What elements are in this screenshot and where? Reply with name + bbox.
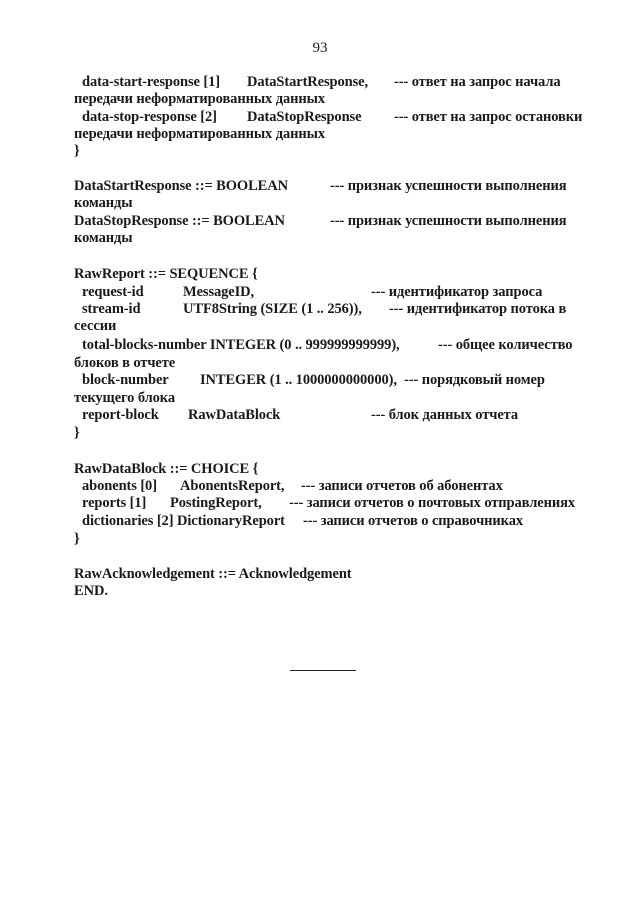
comment-text: --- порядковый номер [404, 372, 545, 388]
comment-text: --- блок данных отчета [371, 407, 518, 423]
line-text: END. [74, 583, 108, 599]
line-text: передачи неформатированных данных [74, 91, 325, 107]
line-text: block-number [82, 372, 169, 388]
line-text: передачи неформатированных данных [74, 126, 325, 142]
type-text: INTEGER (1 .. 1000000000000), [200, 372, 397, 388]
line-text: блоков в отчете [74, 355, 176, 371]
line-text: abonents [0] [82, 478, 157, 494]
type-text: MessageID, [183, 284, 255, 300]
page-number: 93 [312, 40, 328, 56]
line-text: } [74, 143, 80, 159]
line-text: RawAcknowledgement ::= Acknowledgement [74, 566, 352, 582]
line-text: data-start-response [1] [82, 74, 220, 90]
comment-text: --- записи отчетов об абонентах [301, 478, 503, 494]
line-text: RawReport ::= SEQUENCE { [74, 266, 258, 282]
comment-text: --- ответ на запрос остановки [394, 109, 583, 125]
type-text: AbonentsReport, [180, 478, 285, 494]
comment-text: --- идентификатор потока в [389, 301, 567, 317]
line-text: DataStartResponse ::= BOOLEAN [74, 178, 288, 194]
line-text: } [74, 531, 80, 547]
type-text: UTF8String (SIZE (1 .. 256)), [183, 301, 362, 317]
line-text: сессии [74, 318, 117, 334]
type-text: DataStartResponse, [247, 74, 369, 90]
comment-text: --- записи отчетов о справочниках [303, 513, 523, 529]
end-rule [290, 670, 356, 671]
comment-text: --- записи отчетов о почтовых отправлениях [289, 495, 575, 511]
comment-text: --- идентификатор запроса [371, 284, 543, 300]
line-text: report-block [82, 407, 159, 423]
line-text: команды [74, 230, 133, 246]
comment-text: --- ответ на запрос начала [394, 74, 561, 90]
line-text: dictionaries [2] DictionaryReport [82, 513, 285, 529]
comment-text: --- признак успешности выполнения [330, 178, 567, 194]
line-text: reports [1] [82, 495, 147, 511]
line-text: data-stop-response [2] [82, 109, 217, 125]
line-text: текущего блока [74, 390, 175, 406]
line-text: stream-id [82, 301, 141, 317]
comment-text: --- общее количество [438, 337, 573, 353]
line-text: DataStopResponse ::= BOOLEAN [74, 213, 285, 229]
line-text: } [74, 425, 80, 441]
line-text: request-id [82, 284, 144, 300]
type-text: RawDataBlock [188, 407, 281, 423]
line-text: RawDataBlock ::= CHOICE { [74, 461, 259, 477]
type-text: PostingReport, [170, 495, 262, 511]
type-text: DataStopResponse [247, 109, 362, 125]
comment-text: --- признак успешности выполнения [330, 213, 567, 229]
line-text: total-blocks-number INTEGER (0 .. 999999999999), [82, 337, 400, 353]
line-text: команды [74, 195, 133, 211]
